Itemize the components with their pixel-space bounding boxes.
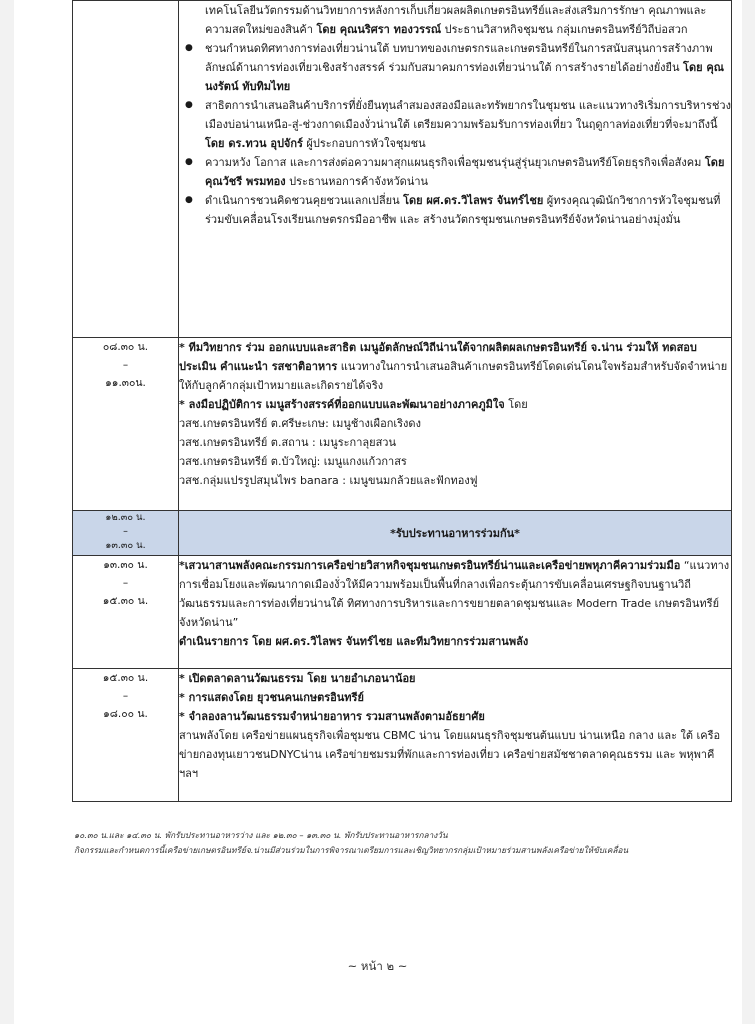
time-cell: [73, 511, 179, 556]
topic-speaker: โดย ผศ.ดร.วิไลพร จันทร์ไชย: [403, 194, 544, 207]
panel-title: *เสวนาสานพลังคณะกรรมการเครือข่ายวิสาหกิจชุมชนเกษตรอินทรีย์น่านและเครือข่ายพหุภาคีความร่วมมือ: [179, 559, 681, 572]
topic-text: สาธิตการนำเสนอสินค้าบริการที่ยั่งยืนทุนลำสมองสองมือและทรัพยากรในชุมชน และแนวทางริเริ่มการบริหารช่วงเมืองบ่อน่านเหนือ-สู่-ช่วงกาดเมืองงั่วน่านใต้ เตรียมความพร้อมรับการท่องเที่ยว ในฤดูกาลท่องเที่ยวที่จะมาถึงนี้: [205, 99, 731, 131]
partner-networks: สานพลังโดย เครือข่ายแผนธุรกิจเพื่อชุมชน CBMC น่าน โดยแผนธุรกิจชุมชนต้นแบบ น่านเหนือ กลาง และ ใต้ เครือข่ายกองทุนเยาวชนDNYCน่าน เครือข่ายชมรมที่พักและการท่องเที่ยว เครือข่ายสมัชชาตลาดคุณธรรม และ พหุพาคี ฯลฯ: [179, 729, 721, 780]
time-cell: [73, 556, 179, 669]
intro-role: ประธานวิสาหกิจชุมชน: [441, 23, 553, 36]
topic-speaker: โดย คุณวัชรี พรมทอง: [205, 156, 725, 188]
time-cell: [73, 338, 179, 511]
activity-cell: [179, 669, 732, 802]
morning-heading: [179, 338, 731, 395]
topic-speaker: โดย ดร.ทวน อุปจักร์: [205, 137, 303, 150]
activity-cell: [179, 1, 732, 338]
lunch-label: *รับประทานอาหารร่วมกัน*: [179, 511, 732, 556]
topic-role: ประธานหอการค้าจังหวัดน่าน: [285, 175, 429, 188]
workshop-title: * ลงมือปฏิบัติการ เมนูสร้างสรรค์ที่ออกแบบและพัฒนาอย่างภาคภูมิใจ: [179, 398, 505, 411]
schedule-row-evening: [73, 669, 732, 802]
intro-line-1: เทคโนโลยีนวัตกรรมด้านวิทยาการหลังการเก็บเกี่ยวผลผลิตเกษตรอินทรีย์และส่งเสริมการรักษา: [205, 4, 645, 17]
intro-speaker: โดย คุณนริศรา ทองวรรณ์: [316, 23, 442, 36]
time-dash: –: [122, 690, 129, 702]
activity-cell: [179, 556, 732, 669]
topic-text: ความหวัง โอกาส และการส่งต่อความผาสุกแผนธุรกิจเพื่อชุมชนรุ่นสู่รุ่นยุวเกษตรอินทรีย์โดยธุรกิจเพื่อสังคม: [205, 156, 705, 169]
panel-topic: “แนวทางการเชื่อมโยงและพัฒนากาดเมืองงั่วให้มีความพร้อมเป็นพื้นที่กลางเพื่อกระตุ้นการขับเคลื่อนเศรษฐกิจบนฐานวิถีวัฒนธรรมและการท่องเที่ยวน่านใต้ ทิศทางการบริหารและการขยายตลาดชุมชนและ Modern Trade เกษตรอินทรีย์จังหวัดน่าน”: [179, 559, 730, 629]
group-menu-item: วสช.เกษตรอินทรีย์ ต.ศรีษะเกษ: เมนูช้างเผือกเริงดง: [179, 417, 421, 430]
intro-line-2: คุณภาพและความสดใหม่ของสินค้า: [205, 4, 707, 36]
schedule-table: [72, 0, 732, 802]
topic-list: [179, 39, 731, 229]
evening-item: * การแสดงโดย ยุวชนคนเกษตรอินทรีย์: [179, 691, 364, 704]
morning-description: แนวทางในการนำเสนอสินค้าเกษตรอินทรีย์โดดเด่นโดนใจพร้อมสำหรับจัดจำหน่ายให้กับลูกค้ากลุ่มเป้าหมายและเกิดรายได้จริง: [179, 360, 728, 392]
topic-speaker: โดย คุณนงรัตน์ ทับทิมไทย: [205, 61, 724, 93]
topic-item: [205, 39, 731, 96]
page-number: ~ หน้า ๒ ~: [347, 959, 408, 973]
morning-title: * ทีมวิทยากร ร่วม ออกแบบและสาธิต เมนูอัตลักษณ์วิถีน่านใต้จากผลิตผลเกษตรอินทรีย์ จ.น่าน ร่วมให้ ทดสอบ ประเมิน คำแนะนำ รสชาติอาหาร: [179, 341, 697, 373]
schedule-row-continued: [73, 1, 732, 338]
group-menu-item: วสช.กลุ่มแปรรูปสมุนไพร banara : เมนูขนมกล้วยและฟักทองฟู: [179, 474, 478, 487]
time-dash: –: [123, 526, 128, 537]
topic-text: ชวนกำหนดทิศทางการท่องเที่ยวน่านใต้ บทบาทของเกษตรกรและเกษตรอินทรีย์ในการสนับสนุนการสร้างภาพลักษณ์ด้านการท่องเที่ยวเชิงสร้างสรรค์ ร่วมกับสมาคมการท่องเที่ยวน่านใต้ การสร้างรายได้อย่างยั่งยืน: [205, 42, 713, 74]
group-menu-item: วสช.เกษตรอินทรีย์ ต.สถาน : เมนูระกาลุยสวน: [179, 436, 396, 449]
document-page: [14, 0, 742, 1024]
intro-text: [179, 1, 731, 39]
panel-moderator: ดำเนินรายการ โดย ผศ.ดร.วิไลพร จันทร์ไชย และทีมวิทยากรร่วมสานพลัง: [179, 635, 529, 648]
evening-item: * เปิดตลาดลานวัฒนธรรม โดย นายอำเภอนาน้อย: [179, 672, 416, 685]
topic-item: [205, 153, 731, 191]
activity-cell: [179, 338, 732, 511]
time-end: ๑๑.๓๐น.: [105, 377, 146, 389]
topic-role: ผู้ประกอบการหัวใจชุมชน: [302, 137, 426, 150]
evening-item: * จำลองลานวัฒนธรรมจำหน่ายอาหาร รวมสานพลังตามอัธยาศัย: [179, 710, 485, 723]
time-start: ๐๘.๓๐ น.: [102, 341, 149, 353]
time-cell: [73, 1, 179, 338]
time-cell: [73, 669, 179, 802]
schedule-row-morning: [73, 338, 732, 511]
workshop-by: โดย: [504, 398, 528, 411]
footnote-note: กิจกรรมและกำหนดการนี้เครือข่ายเกษตรอินทรีย์จ.น่านมีส่วนร่วมในการพิจารณาเตรียมการและเชิญวิทยากรกลุ่มเป้าหมายร่วมสานพลังเครือข่ายให้ขับเคลื่อน: [74, 845, 629, 855]
intro-group: กลุ่มเกษตรอินทรีย์วิถีบ่อสวก: [556, 23, 688, 36]
topic-role: ผู้ทรงคุณวุฒินักวิชาการหัวใจชุมชนที่ร่วมขับเคลื่อนโรงเรียนเกษตรกรมืออาชีพ และ สร้างนวัตกรชุมชนเกษตรอินทรีย์จังหวัดน่านอย่างมุ่งมั่น: [205, 194, 721, 226]
workshop-heading: [179, 395, 731, 414]
topic-item: [205, 191, 731, 229]
time-start: ๑๓.๓๐ น.: [103, 559, 148, 571]
time-dash: –: [122, 577, 129, 589]
time-end: ๑๓.๓๐ น.: [105, 540, 146, 551]
time-start: ๑๕.๓๐ น.: [102, 672, 149, 684]
schedule-row-lunch: [73, 511, 732, 556]
schedule-row-afternoon: [73, 556, 732, 669]
time-end: ๑๕.๓๐ น.: [102, 595, 149, 607]
topic-item: [205, 96, 731, 153]
group-menu-item: วสช.เกษตรอินทรีย์ ต.บัวใหญ่: เมนูแกงแก้วกาสร: [179, 455, 407, 468]
time-end: ๑๘.๐๐ น.: [103, 708, 148, 720]
time-start: ๑๒.๓๐ น.: [105, 512, 146, 523]
footnote-break-times: ๑๐.๓๐ น.และ ๑๔.๓๐ น. พักรับประทานอาหารว่าง และ ๑๒.๓๐ – ๑๓.๓๐ น. พักรับประทานอาหารกลางวัน: [74, 830, 448, 840]
panel-description: [179, 556, 731, 632]
topic-text: ดำเนินการชวนคิดชวนคุยชวนแลกเปลี่ยน: [205, 194, 404, 207]
time-dash: –: [122, 359, 129, 371]
footnote: [74, 828, 744, 858]
